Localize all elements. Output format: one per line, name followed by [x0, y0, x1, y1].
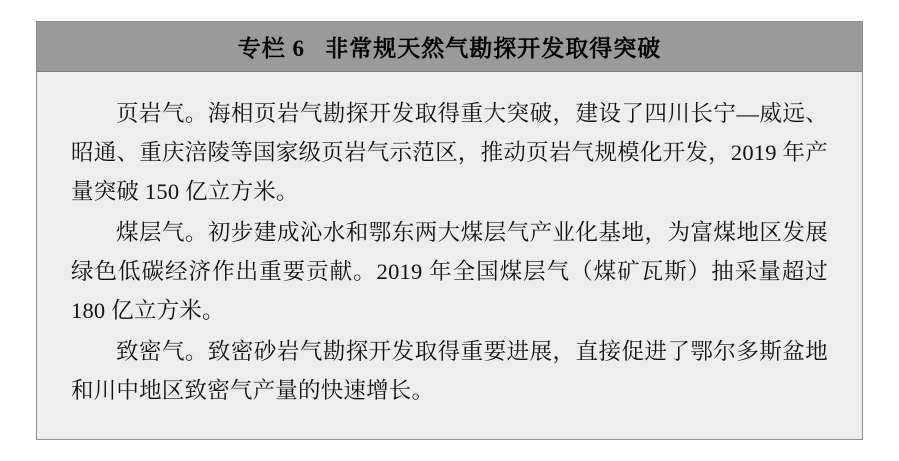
- paragraph-coalbed-methane: 煤层气。初步建成沁水和鄂东两大煤层气产业化基地，为富煤地区发展绿色低碳经济作出重要贡献。2019 年全国煤层气（煤矿瓦斯）抽采量超过 180 亿立方米。: [71, 220, 828, 323]
- paragraph-shale-gas: 页岩气。海相页岩气勘探开发取得重大突破，建设了四川长宁—威远、昭通、重庆涪陵等国家级页岩气示范区，推动页岩气规模化开发，2019 年产量突破 150 亿立方米。: [71, 101, 828, 204]
- callout-box-body: [37, 72, 862, 422]
- paragraph-tight-gas: 致密气。致密砂岩气勘探开发取得重要进展，直接促进了鄂尔多斯盆地和川中地区致密气产量的快速增长。: [71, 339, 828, 403]
- callout-box-6: [36, 21, 863, 440]
- callout-box-header: [37, 22, 862, 72]
- callout-box-title: 专栏 6 非常规天然气勘探开发取得突破: [237, 36, 662, 61]
